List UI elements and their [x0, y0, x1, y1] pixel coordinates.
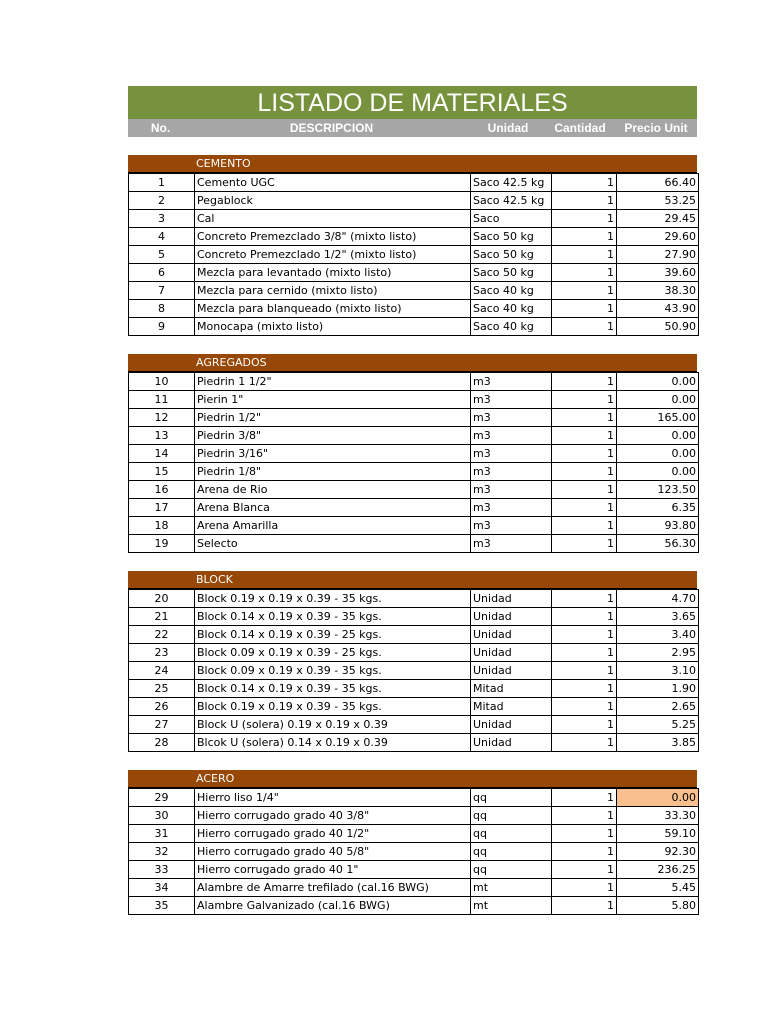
row-description[interactable]: Block 0.19 x 0.19 x 0.39 - 35 kgs. — [195, 590, 471, 608]
table-row[interactable] — [129, 463, 699, 481]
section-header — [128, 155, 697, 173]
row-quantity[interactable]: 1 — [552, 463, 617, 481]
row-quantity[interactable]: 1 — [552, 517, 617, 535]
row-quantity[interactable]: 1 — [552, 210, 617, 228]
row-price[interactable]: 93.80 — [617, 517, 699, 535]
row-unit[interactable]: m3 — [471, 481, 552, 499]
table-row[interactable] — [129, 644, 699, 662]
row-description[interactable]: Block 0.09 x 0.19 x 0.39 - 25 kgs. — [195, 644, 471, 662]
row-unit[interactable]: Saco 40 kg — [471, 318, 552, 336]
table-row[interactable] — [129, 318, 699, 336]
table-row[interactable] — [129, 228, 699, 246]
table-row[interactable] — [129, 897, 699, 915]
row-description[interactable]: Hierro corrugado grado 40 1/2" — [195, 825, 471, 843]
row-number[interactable]: 22 — [129, 626, 195, 644]
table-row[interactable] — [129, 789, 699, 807]
row-description[interactable]: Arena Amarilla — [195, 517, 471, 535]
table-row[interactable] — [129, 264, 699, 282]
materials-table — [128, 372, 699, 553]
row-price[interactable]: 0.00 — [617, 463, 699, 481]
table-row[interactable] — [129, 698, 699, 716]
table-row[interactable] — [129, 825, 699, 843]
row-number[interactable]: 20 — [129, 590, 195, 608]
row-price[interactable]: 5.80 — [617, 897, 699, 915]
row-description[interactable]: Piedrin 3/16" — [195, 445, 471, 463]
row-quantity[interactable]: 1 — [552, 590, 617, 608]
row-description[interactable]: Piedrin 1/8" — [195, 463, 471, 481]
table-row[interactable] — [129, 662, 699, 680]
section-title: BLOCK — [196, 573, 233, 586]
row-number[interactable]: 17 — [129, 499, 195, 517]
row-number[interactable]: 11 — [129, 391, 195, 409]
header-unit: Unidad — [487, 121, 529, 135]
row-unit[interactable]: Saco 42.5 kg — [471, 192, 552, 210]
row-unit[interactable]: Unidad — [471, 590, 552, 608]
row-quantity[interactable]: 1 — [552, 535, 617, 553]
row-number[interactable]: 35 — [129, 897, 195, 915]
row-description[interactable]: Block 0.14 x 0.19 x 0.39 - 35 kgs. — [195, 680, 471, 698]
row-unit[interactable]: Saco 40 kg — [471, 282, 552, 300]
row-unit[interactable]: m3 — [471, 499, 552, 517]
sheet-title: LISTADO DE MATERIALES — [128, 86, 697, 119]
row-quantity[interactable]: 1 — [552, 843, 617, 861]
row-unit[interactable]: qq — [471, 789, 552, 807]
row-number[interactable]: 13 — [129, 427, 195, 445]
row-number[interactable]: 8 — [129, 300, 195, 318]
section-header — [128, 354, 697, 372]
row-price[interactable]: 29.60 — [617, 228, 699, 246]
row-price[interactable]: 0.00 — [617, 391, 699, 409]
row-number[interactable]: 9 — [129, 318, 195, 336]
row-number[interactable]: 32 — [129, 843, 195, 861]
section-cemento — [128, 155, 697, 336]
row-price[interactable]: 1.90 — [617, 680, 699, 698]
row-unit[interactable]: Saco 50 kg — [471, 246, 552, 264]
sections-container — [128, 155, 697, 915]
row-price[interactable]: 3.10 — [617, 662, 699, 680]
row-price[interactable]: 3.85 — [617, 734, 699, 752]
row-price[interactable]: 43.90 — [617, 300, 699, 318]
table-row[interactable] — [129, 174, 699, 192]
materials-table — [128, 589, 699, 752]
row-description[interactable]: Pierin 1" — [195, 391, 471, 409]
row-price[interactable]: 4.70 — [617, 590, 699, 608]
row-number[interactable]: 25 — [129, 680, 195, 698]
row-description[interactable]: Cemento UGC — [195, 174, 471, 192]
table-row[interactable] — [129, 445, 699, 463]
row-price[interactable]: 92.30 — [617, 843, 699, 861]
row-price[interactable]: 56.30 — [617, 535, 699, 553]
row-number[interactable]: 30 — [129, 807, 195, 825]
row-price[interactable]: 33.30 — [617, 807, 699, 825]
row-description[interactable]: Hierro corrugado grado 40 5/8" — [195, 843, 471, 861]
row-number[interactable]: 21 — [129, 608, 195, 626]
row-number[interactable]: 6 — [129, 264, 195, 282]
row-quantity[interactable]: 1 — [552, 246, 617, 264]
row-price[interactable]: 66.40 — [617, 174, 699, 192]
row-description[interactable]: Block 0.14 x 0.19 x 0.39 - 35 kgs. — [195, 608, 471, 626]
table-row[interactable] — [129, 499, 699, 517]
row-quantity[interactable]: 1 — [552, 300, 617, 318]
row-description[interactable]: Pegablock — [195, 192, 471, 210]
row-description[interactable]: Arena Blanca — [195, 499, 471, 517]
row-unit[interactable]: Saco 42.5 kg — [471, 174, 552, 192]
row-description[interactable]: Alambre Galvanizado (cal.16 BWG) — [195, 897, 471, 915]
row-number[interactable]: 29 — [129, 789, 195, 807]
row-description[interactable]: Mezcla para levantado (mixto listo) — [195, 264, 471, 282]
row-quantity[interactable]: 1 — [552, 897, 617, 915]
row-price[interactable]: 29.45 — [617, 210, 699, 228]
table-row[interactable] — [129, 861, 699, 879]
row-unit[interactable]: Saco 50 kg — [471, 264, 552, 282]
table-row[interactable] — [129, 807, 699, 825]
row-quantity[interactable]: 1 — [552, 662, 617, 680]
row-description[interactable]: Block 0.19 x 0.19 x 0.39 - 35 kgs. — [195, 698, 471, 716]
row-quantity[interactable]: 1 — [552, 680, 617, 698]
row-number[interactable]: 18 — [129, 517, 195, 535]
row-price[interactable]: 27.90 — [617, 246, 699, 264]
row-unit[interactable]: Saco 50 kg — [471, 228, 552, 246]
header-description: DESCRIPCION — [289, 121, 374, 135]
row-number[interactable]: 7 — [129, 282, 195, 300]
row-price[interactable]: 6.35 — [617, 499, 699, 517]
row-number[interactable]: 16 — [129, 481, 195, 499]
table-row[interactable] — [129, 300, 699, 318]
row-description[interactable]: Block U (solera) 0.19 x 0.19 x 0.39 — [195, 716, 471, 734]
header-no: No. — [150, 121, 171, 135]
row-description[interactable]: Selecto — [195, 535, 471, 553]
row-unit[interactable]: qq — [471, 825, 552, 843]
row-unit[interactable]: Unidad — [471, 734, 552, 752]
row-unit[interactable]: Saco — [471, 210, 552, 228]
row-unit[interactable]: m3 — [471, 409, 552, 427]
row-number[interactable]: 26 — [129, 698, 195, 716]
row-unit[interactable]: m3 — [471, 517, 552, 535]
row-description[interactable]: Concreto Premezclado 1/2" (mixto listo) — [195, 246, 471, 264]
table-row[interactable] — [129, 535, 699, 553]
row-unit[interactable]: m3 — [471, 427, 552, 445]
row-price[interactable]: 39.60 — [617, 264, 699, 282]
row-description[interactable]: Monocapa (mixto listo) — [195, 318, 471, 336]
row-unit[interactable]: mt — [471, 879, 552, 897]
row-description[interactable]: Hierro corrugado grado 40 1" — [195, 861, 471, 879]
table-row[interactable] — [129, 843, 699, 861]
row-price[interactable]: 3.40 — [617, 626, 699, 644]
row-quantity[interactable]: 1 — [552, 626, 617, 644]
row-quantity[interactable]: 1 — [552, 264, 617, 282]
row-number[interactable]: 27 — [129, 716, 195, 734]
row-price[interactable]: 38.30 — [617, 282, 699, 300]
materials-table — [128, 788, 699, 915]
row-price[interactable]: 0.00 — [617, 373, 699, 391]
header-quantity: Cantidad — [554, 121, 606, 135]
row-number[interactable]: 23 — [129, 644, 195, 662]
row-quantity[interactable]: 1 — [552, 716, 617, 734]
table-row[interactable] — [129, 734, 699, 752]
row-quantity[interactable]: 1 — [552, 879, 617, 897]
row-quantity[interactable]: 1 — [552, 481, 617, 499]
row-unit[interactable]: Mitad — [471, 698, 552, 716]
table-row[interactable] — [129, 192, 699, 210]
section-title: CEMENTO — [196, 157, 251, 170]
row-quantity[interactable]: 1 — [552, 427, 617, 445]
row-description[interactable]: Blcok U (solera) 0.14 x 0.19 x 0.39 — [195, 734, 471, 752]
row-unit[interactable]: Unidad — [471, 626, 552, 644]
row-quantity[interactable]: 1 — [552, 409, 617, 427]
row-unit[interactable]: Saco 40 kg — [471, 300, 552, 318]
row-quantity[interactable]: 1 — [552, 282, 617, 300]
table-row[interactable] — [129, 879, 699, 897]
table-row[interactable] — [129, 391, 699, 409]
row-number[interactable]: 1 — [129, 174, 195, 192]
section-acero — [128, 770, 697, 915]
row-price[interactable]: 0.00 — [617, 427, 699, 445]
table-row[interactable] — [129, 427, 699, 445]
row-unit[interactable]: qq — [471, 843, 552, 861]
table-row[interactable] — [129, 481, 699, 499]
row-unit[interactable]: Unidad — [471, 608, 552, 626]
row-price[interactable]: 0.00 — [617, 789, 699, 807]
column-header-row — [128, 119, 697, 137]
row-quantity[interactable]: 1 — [552, 499, 617, 517]
row-unit[interactable]: Unidad — [471, 644, 552, 662]
materials-sheet — [128, 86, 697, 915]
row-unit[interactable]: Unidad — [471, 662, 552, 680]
row-quantity[interactable]: 1 — [552, 318, 617, 336]
table-row[interactable] — [129, 282, 699, 300]
row-number[interactable]: 3 — [129, 210, 195, 228]
row-quantity[interactable]: 1 — [552, 445, 617, 463]
row-unit[interactable]: m3 — [471, 445, 552, 463]
row-number[interactable]: 28 — [129, 734, 195, 752]
row-quantity[interactable]: 1 — [552, 825, 617, 843]
row-description[interactable]: Piedrin 1/2" — [195, 409, 471, 427]
row-price[interactable]: 5.45 — [617, 879, 699, 897]
row-number[interactable]: 4 — [129, 228, 195, 246]
row-description[interactable]: Hierro liso 1/4" — [195, 789, 471, 807]
row-quantity[interactable]: 1 — [552, 789, 617, 807]
row-number[interactable]: 24 — [129, 662, 195, 680]
table-row[interactable] — [129, 246, 699, 264]
row-unit[interactable]: qq — [471, 807, 552, 825]
row-unit[interactable]: mt — [471, 897, 552, 915]
materials-table — [128, 173, 699, 336]
table-row[interactable] — [129, 680, 699, 698]
row-unit[interactable]: m3 — [471, 463, 552, 481]
row-price[interactable]: 2.65 — [617, 698, 699, 716]
table-row[interactable] — [129, 373, 699, 391]
row-number[interactable]: 2 — [129, 192, 195, 210]
row-quantity[interactable]: 1 — [552, 861, 617, 879]
row-quantity[interactable]: 1 — [552, 174, 617, 192]
row-quantity[interactable]: 1 — [552, 228, 617, 246]
table-row[interactable] — [129, 409, 699, 427]
row-number[interactable]: 19 — [129, 535, 195, 553]
row-quantity[interactable]: 1 — [552, 192, 617, 210]
row-number[interactable]: 33 — [129, 861, 195, 879]
row-quantity[interactable]: 1 — [552, 644, 617, 662]
row-price[interactable]: 2.95 — [617, 644, 699, 662]
row-price[interactable]: 165.00 — [617, 409, 699, 427]
row-quantity[interactable]: 1 — [552, 373, 617, 391]
row-number[interactable]: 10 — [129, 373, 195, 391]
row-quantity[interactable]: 1 — [552, 734, 617, 752]
row-price[interactable]: 3.65 — [617, 608, 699, 626]
table-row[interactable] — [129, 608, 699, 626]
section-title: AGREGADOS — [196, 356, 267, 369]
row-number[interactable]: 34 — [129, 879, 195, 897]
section-header — [128, 770, 697, 788]
row-unit[interactable]: qq — [471, 861, 552, 879]
row-description[interactable]: Mezcla para blanqueado (mixto listo) — [195, 300, 471, 318]
row-price[interactable]: 50.90 — [617, 318, 699, 336]
section-block — [128, 571, 697, 752]
row-description[interactable]: Cal — [195, 210, 471, 228]
row-price[interactable]: 0.00 — [617, 445, 699, 463]
row-number[interactable]: 5 — [129, 246, 195, 264]
row-price[interactable]: 53.25 — [617, 192, 699, 210]
table-row[interactable] — [129, 626, 699, 644]
row-unit[interactable]: m3 — [471, 391, 552, 409]
section-title: ACERO — [196, 772, 235, 785]
row-quantity[interactable]: 1 — [552, 391, 617, 409]
row-number[interactable]: 31 — [129, 825, 195, 843]
row-price[interactable]: 236.25 — [617, 861, 699, 879]
table-row[interactable] — [129, 590, 699, 608]
row-description[interactable]: Arena de Rio — [195, 481, 471, 499]
section-header — [128, 571, 697, 589]
row-unit[interactable]: m3 — [471, 535, 552, 553]
header-price: Precio Unit — [624, 121, 688, 135]
row-number[interactable]: 15 — [129, 463, 195, 481]
row-description[interactable]: Mezcla para cernido (mixto listo) — [195, 282, 471, 300]
row-description[interactable]: Piedrin 1 1/2" — [195, 373, 471, 391]
row-unit[interactable]: Unidad — [471, 716, 552, 734]
row-price[interactable]: 123.50 — [617, 481, 699, 499]
row-unit[interactable]: Mitad — [471, 680, 552, 698]
row-description[interactable]: Block 0.09 x 0.19 x 0.39 - 35 kgs. — [195, 662, 471, 680]
table-row[interactable] — [129, 210, 699, 228]
row-quantity[interactable]: 1 — [552, 698, 617, 716]
row-description[interactable]: Alambre de Amarre trefilado (cal.16 BWG) — [195, 879, 471, 897]
row-description[interactable]: Block 0.14 x 0.19 x 0.39 - 25 kgs. — [195, 626, 471, 644]
row-price[interactable]: 59.10 — [617, 825, 699, 843]
row-number[interactable]: 14 — [129, 445, 195, 463]
row-description[interactable]: Concreto Premezclado 3/8" (mixto listo) — [195, 228, 471, 246]
row-description[interactable]: Hierro corrugado grado 40 3/8" — [195, 807, 471, 825]
row-quantity[interactable]: 1 — [552, 807, 617, 825]
table-row[interactable] — [129, 716, 699, 734]
row-quantity[interactable]: 1 — [552, 608, 617, 626]
table-row[interactable] — [129, 517, 699, 535]
section-agregados — [128, 354, 697, 553]
row-price[interactable]: 5.25 — [617, 716, 699, 734]
row-description[interactable]: Piedrin 3/8" — [195, 427, 471, 445]
row-number[interactable]: 12 — [129, 409, 195, 427]
row-unit[interactable]: m3 — [471, 373, 552, 391]
